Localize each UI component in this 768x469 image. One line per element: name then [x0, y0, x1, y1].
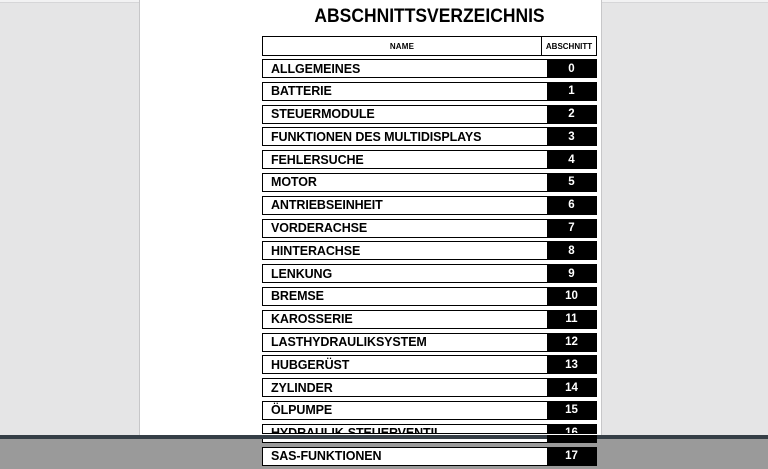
- row-section-name: MOTOR: [271, 175, 317, 190]
- row-section-number-badge: 2: [547, 106, 596, 123]
- page-title: ABSCHNITTSVERZEICHNIS: [314, 6, 545, 27]
- row-section-name: STEUERMODULE: [271, 107, 375, 122]
- row-section-name: BREMSE: [271, 289, 324, 304]
- document-page: [139, 0, 602, 464]
- table-row[interactable]: [262, 287, 597, 306]
- table-row[interactable]: [262, 59, 597, 78]
- row-section-name: ÖLPUMPE: [271, 403, 333, 418]
- table-header-row: [262, 36, 597, 56]
- row-section-number-badge: 13: [547, 356, 596, 373]
- toc-table: [262, 36, 597, 469]
- row-section-name: ZYLINDER: [271, 380, 333, 395]
- column-header-name: NAME: [389, 41, 415, 51]
- bottom-edge-bar: [0, 435, 768, 439]
- column-header-abschnitt: ABSCHNITT: [541, 37, 596, 55]
- table-rows: [262, 59, 597, 466]
- table-row[interactable]: [262, 333, 597, 352]
- table-row[interactable]: [262, 105, 597, 124]
- row-section-number-badge: 10: [547, 288, 596, 305]
- row-section-name: VORDERACHSE: [271, 221, 368, 236]
- row-section-name: HUBGERÜST: [271, 357, 350, 372]
- table-row[interactable]: [262, 310, 597, 329]
- table-row[interactable]: [262, 127, 597, 146]
- row-section-number-badge: 5: [547, 174, 596, 191]
- row-section-number-badge: 4: [547, 151, 596, 168]
- next-row-partial-badge: [547, 435, 597, 440]
- row-section-name: SAS-FUNKTIONEN: [271, 449, 382, 464]
- table-row[interactable]: [262, 241, 597, 260]
- row-section-name: BATTERIE: [271, 84, 332, 99]
- table-row[interactable]: [262, 378, 597, 397]
- row-section-number-badge: 11: [547, 311, 596, 328]
- table-row[interactable]: [262, 264, 597, 283]
- row-section-name: LENKUNG: [271, 266, 333, 281]
- row-section-number-badge: 9: [547, 265, 596, 282]
- table-row[interactable]: [262, 173, 597, 192]
- table-row[interactable]: [262, 150, 597, 169]
- row-section-number-badge: 14: [547, 379, 596, 396]
- row-section-number-badge: 7: [547, 220, 596, 237]
- row-section-number-badge: 6: [547, 197, 596, 214]
- table-row[interactable]: [262, 355, 597, 374]
- row-section-number-badge: 0: [547, 60, 596, 77]
- table-row[interactable]: [262, 82, 597, 101]
- table-row[interactable]: [262, 401, 597, 420]
- row-section-name: FEHLERSUCHE: [271, 152, 364, 167]
- row-section-number-badge: 17: [547, 448, 596, 465]
- row-section-name: FUNKTIONEN DES MULTIDISPLAYS: [271, 129, 482, 144]
- row-section-name: ANTRIEBSEINHEIT: [271, 198, 383, 213]
- row-section-number-badge: 3: [547, 128, 596, 145]
- row-section-name: HINTERACHSE: [271, 243, 361, 258]
- row-section-name: LASTHYDRAULIKSYSTEM: [271, 335, 427, 350]
- table-row[interactable]: [262, 219, 597, 238]
- row-section-name: KAROSSERIE: [271, 312, 353, 327]
- row-section-number-badge: 8: [547, 242, 596, 259]
- row-section-name: ALLGEMEINES: [271, 61, 361, 76]
- table-row[interactable]: [262, 196, 597, 215]
- row-section-number-badge: 12: [547, 334, 596, 351]
- row-section-number-badge: 15: [547, 402, 596, 419]
- table-row[interactable]: [262, 447, 597, 466]
- row-section-number-badge: 1: [547, 83, 596, 100]
